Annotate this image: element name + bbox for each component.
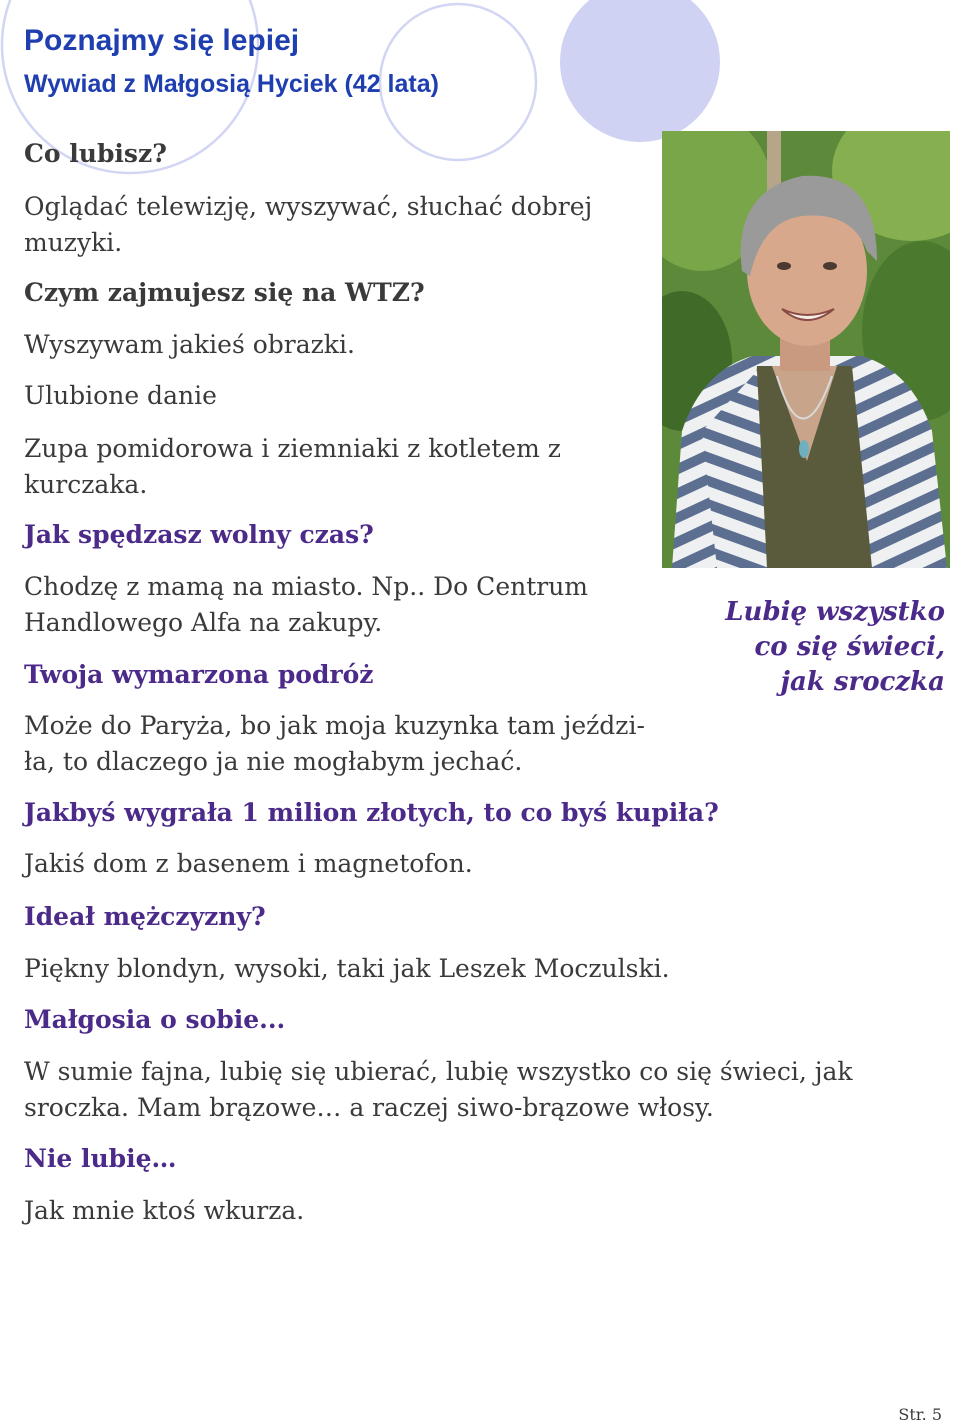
page-number: Str. 5	[898, 1405, 942, 1424]
pull-quote-line-1: Lubię wszystko	[725, 597, 945, 627]
question-8: Małgosia o sobie...	[24, 1005, 286, 1034]
answer-8	[24, 1054, 853, 1126]
answer-3	[24, 431, 561, 503]
answer-9-line-1: Jak mnie ktoś wkurza.	[24, 1196, 305, 1225]
answer-2	[24, 327, 355, 363]
answer-4-line-1: Chodzę z mamą na miasto. Np.. Do Centrum	[24, 572, 589, 601]
answer-5	[24, 708, 645, 780]
answer-1-line-1: Oglądać telewizję, wyszywać, słuchać dobrej	[24, 192, 593, 221]
answer-9	[24, 1193, 304, 1229]
question-3: Ulubione danie	[24, 381, 217, 410]
question-7: Ideał mężczyzny?	[24, 902, 266, 931]
question-2: Czym zajmujesz się na WTZ?	[24, 278, 425, 307]
answer-6	[24, 846, 473, 882]
pull-quote	[700, 595, 945, 700]
question-4: Jak spędzasz wolny czas?	[24, 520, 374, 549]
portrait-photo	[662, 131, 950, 568]
answer-5-line-2: ła, to dlaczego ja nie mogłabym jechać.	[24, 747, 523, 776]
page-subtitle: Wywiad z Małgosią Hyciek (42 lata)	[24, 70, 439, 98]
answer-8-line-1: W sumie fajna, lubię się ubierać, lubię wszystko co się świeci, jak	[24, 1057, 853, 1086]
answer-2-line-1: Wyszywam jakieś obrazki.	[24, 330, 355, 359]
pull-quote-line-3: jak sroczka	[780, 667, 945, 697]
answer-1	[24, 189, 592, 261]
answer-7-line-1: Piękny blondyn, wysoki, taki jak Leszek Moczulski.	[24, 954, 670, 983]
question-5: Twoja wymarzona podróż	[24, 660, 374, 689]
answer-4-line-2: Handlowego Alfa na zakupy.	[24, 608, 383, 637]
question-9: Nie lubię…	[24, 1144, 177, 1173]
answer-4	[24, 569, 588, 641]
pull-quote-line-2: co się świeci,	[754, 632, 945, 662]
answer-6-line-1: Jakiś dom z basenem i magnetofon.	[24, 849, 473, 878]
question-6: Jakbyś wygrała 1 milion złotych, to co byś kupiła?	[24, 798, 719, 827]
page-title: Poznajmy się lepiej	[24, 24, 300, 57]
answer-7	[24, 951, 670, 987]
question-1: Co lubisz?	[24, 139, 167, 168]
answer-3-line-2: kurczaka.	[24, 470, 148, 499]
answer-1-line-2: muzyki.	[24, 228, 123, 257]
answer-3-line-1: Zupa pomidorowa i ziemniaki z kotletem z	[24, 434, 561, 463]
answer-8-line-2: sroczka. Mam brązowe… a raczej siwo-brązowe włosy.	[24, 1093, 714, 1122]
answer-5-line-1: Może do Paryża, bo jak moja kuzynka tam jeździ-	[24, 711, 645, 740]
